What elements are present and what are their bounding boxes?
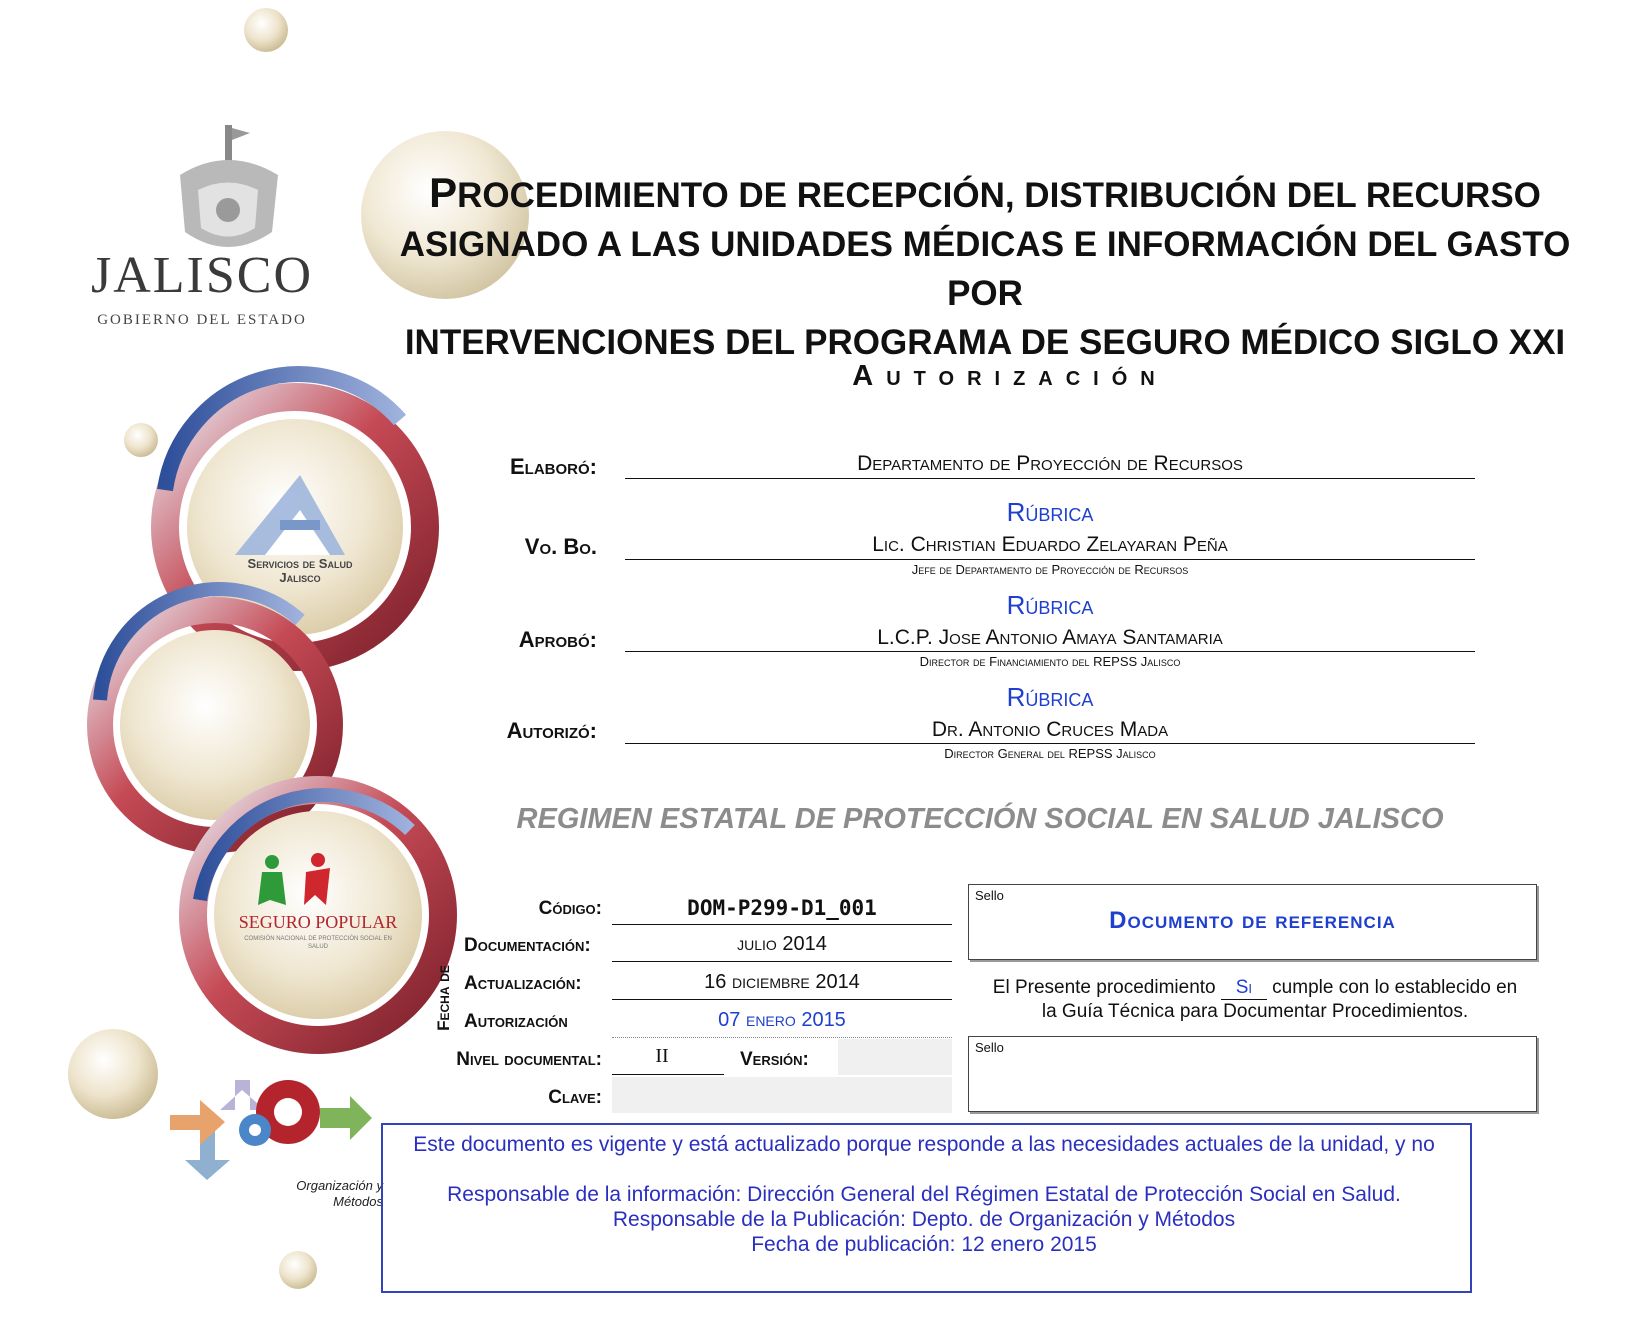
fecha-de-vertical-wrapper bbox=[432, 938, 456, 1058]
documento-referencia-text: Documento de referencia bbox=[1109, 907, 1396, 934]
cumple-line-1 bbox=[960, 976, 1550, 1000]
footer-line-3: Responsable de la Publicación: Depto. de Organización y Métodos bbox=[612, 1208, 1236, 1231]
codigo-value: DOM-P299-D1_001 bbox=[687, 896, 877, 920]
elaboro-value: Departamento de Proyección de Recursos bbox=[857, 452, 1243, 475]
title-line-3: INTERVENCIONES DEL PROGRAMA DE SEGURO MÉDICO SIGLO XXI bbox=[404, 323, 1566, 362]
aprobo-value: L.C.P. Jose Antonio Amaya Santamaria bbox=[877, 626, 1223, 649]
cumple-before: El Presente procedimiento bbox=[992, 977, 1216, 998]
actualizacion-label: Actualización: bbox=[464, 973, 582, 994]
autorizo-rubrica: Rúbrica bbox=[1006, 682, 1094, 712]
cumple-line-2: la Guía Técnica para Documentar Procedimientos. bbox=[1041, 1001, 1469, 1022]
fecha-de-vertical-label: Fecha de bbox=[434, 965, 453, 1031]
codigo-line bbox=[612, 924, 952, 925]
codigo-label: Código: bbox=[538, 898, 602, 919]
pearl-decoration bbox=[279, 1251, 317, 1289]
title-line-2: ASIGNADO A LAS UNIDADES MÉDICAS E INFORMACIÓN DEL GASTO POR bbox=[399, 225, 1571, 313]
title-line-1 bbox=[360, 168, 1610, 220]
autorizo-value: Dr. Antonio Cruces Mada bbox=[931, 718, 1169, 741]
title-first-letter: P bbox=[429, 169, 458, 216]
sello-box-documento-referencia bbox=[968, 884, 1537, 960]
elaboro-label: Elaboró: bbox=[510, 454, 597, 479]
aprobo-role: Director de Financiamiento del REPSS Jalisco bbox=[919, 654, 1181, 669]
documentacion-label: Documentación: bbox=[464, 935, 591, 956]
sello-label-2: Sello bbox=[975, 1040, 1004, 1055]
clave-value-cell bbox=[612, 1077, 952, 1113]
sello-box-2 bbox=[968, 1036, 1537, 1112]
org-metodos-line1: Organización y bbox=[296, 1178, 383, 1193]
pearl-decoration bbox=[244, 8, 288, 52]
aprobo-line bbox=[625, 651, 1475, 652]
nivel-documental-label: Nivel documental: bbox=[456, 1049, 602, 1070]
version-value-cell bbox=[838, 1039, 952, 1075]
cumple-after: cumple con lo establecido en bbox=[1272, 977, 1518, 998]
elaboro-line bbox=[625, 478, 1475, 479]
autorizacion-fecha-line bbox=[612, 1037, 952, 1038]
footer-line-4: Fecha de publicación: 12 enero 2015 bbox=[751, 1233, 1097, 1256]
seguro-popular-logo-text: SEGURO POPULAR bbox=[238, 912, 398, 932]
autorizo-line bbox=[625, 743, 1475, 744]
jalisco-crest-icon bbox=[180, 125, 278, 247]
vobo-role: Jefe de Departamento de Proyección de Recursos bbox=[911, 562, 1189, 577]
org-metodos-line2: Métodos bbox=[333, 1194, 383, 1209]
autorizo-role: Director General del REPSS Jalisco bbox=[944, 746, 1156, 761]
version-label: Versión: bbox=[740, 1049, 809, 1070]
autorizo-label: Autorizó: bbox=[506, 718, 597, 743]
autorizacion-fecha-value: 07 enero 2015 bbox=[718, 1009, 846, 1031]
cumple-value: Si bbox=[1221, 976, 1267, 1000]
cumple-statement bbox=[960, 976, 1550, 1023]
footer-line-1: Este documento es vigente y está actualizado porque responde a las necesidades actuales de la unidad, y no bbox=[413, 1133, 1435, 1156]
document-title bbox=[360, 168, 1610, 367]
regimen-heading: REGIMEN ESTATAL DE PROTECCIÓN SOCIAL EN SALUD JALISCO bbox=[516, 803, 1444, 835]
vobo-label: Vo. Bo. bbox=[524, 534, 597, 559]
servicios-salud-line1: Servicios de Salud bbox=[247, 556, 353, 571]
title-line-1-rest: ROCEDIMIENTO DE RECEPCIÓN, DISTRIBUCIÓN DEL RECURSO bbox=[457, 176, 1541, 215]
pearl-decoration bbox=[124, 423, 158, 457]
nivel-documental-line bbox=[612, 1074, 724, 1075]
seguro-popular-logo-sub: COMISIÓN NACIONAL DE PROTECCIÓN SOCIAL EN SALUD bbox=[244, 936, 392, 950]
org-metodos-logo-text bbox=[253, 1178, 383, 1210]
documentacion-value: julio 2014 bbox=[737, 933, 827, 955]
documentacion-line bbox=[612, 961, 952, 962]
jalisco-logo-sub: GOBIERNO DEL ESTADO bbox=[97, 312, 307, 328]
vobo-value: Lic. Christian Eduardo Zelayaran Peña bbox=[872, 533, 1228, 556]
vobo-line bbox=[625, 559, 1475, 560]
nivel-documental-value: II bbox=[655, 1045, 669, 1067]
aprobo-label: Aprobó: bbox=[518, 627, 597, 652]
organizacion-metodos-icon bbox=[170, 1080, 372, 1180]
servicios-salud-line2: Jalisco bbox=[279, 570, 321, 585]
aprobo-rubrica: Rúbrica bbox=[1006, 590, 1094, 620]
vobo-rubrica: Rúbrica bbox=[1006, 497, 1094, 527]
sello-label-1: Sello bbox=[975, 888, 1004, 903]
actualizacion-line bbox=[612, 999, 952, 1000]
footer-line-2: Responsable de la información: Dirección General del Régimen Estatal de Protección Social en Salud. bbox=[447, 1183, 1401, 1206]
autorizacion-fecha-label: Autorización bbox=[464, 1011, 568, 1032]
servicios-salud-logo-text bbox=[225, 557, 375, 585]
actualizacion-value: 16 diciembre 2014 bbox=[704, 971, 860, 993]
clave-label: Clave: bbox=[548, 1087, 602, 1108]
jalisco-logo-name: JALISCO bbox=[90, 247, 314, 304]
autorizacion-heading: Autorización bbox=[852, 360, 1168, 392]
pearl-decoration bbox=[68, 1029, 158, 1119]
